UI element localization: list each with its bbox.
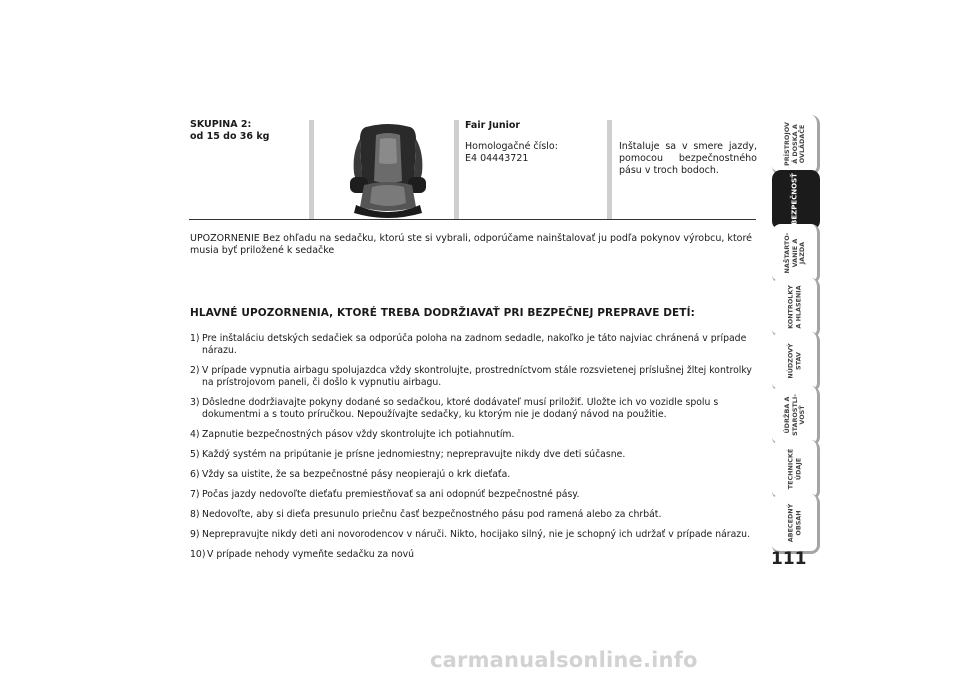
list-item bbox=[190, 397, 758, 421]
warning-note: UPOZORNENIE Bez ohľadu na sedačku, ktorú ste si vybrali, odporúčame nainštalovať ju podľa pokynov výrobcu, ktoré musia byť priložené k sedačke bbox=[190, 233, 753, 256]
item-text: V prípade nehody vymeňte sedačku za novú bbox=[207, 549, 415, 560]
tab-label: NÚDZOVÝ STAV bbox=[786, 342, 802, 379]
list-item bbox=[190, 333, 758, 357]
item-number: 10) bbox=[190, 549, 206, 560]
item-text: Počas jazdy nedovoľte dieťaťu premiestňovať sa ani odopnúť bezpečnostné pásy. bbox=[202, 489, 580, 500]
group-name: SKUPINA 2: bbox=[190, 119, 252, 130]
item-text: Nedovoľte, aby si dieťa presunulo priečnu časť bezpečnostného pásu pod ramená alebo za chrbát. bbox=[202, 509, 662, 520]
approval-block bbox=[465, 141, 558, 165]
watermark: carmanualsonline.info bbox=[430, 648, 698, 672]
group-label bbox=[190, 119, 269, 143]
column-divider bbox=[309, 120, 314, 220]
item-text: Zapnutie bezpečnostných pásov vždy skontrolujte ich potiahnutím. bbox=[202, 429, 515, 440]
item-number: 6) bbox=[190, 469, 200, 480]
list-item bbox=[190, 549, 758, 561]
tab-warning-lights[interactable] bbox=[772, 278, 820, 338]
item-number: 1) bbox=[190, 333, 200, 344]
item-number: 2) bbox=[190, 365, 200, 376]
installation-note: Inštaluje sa v smere jazdy, pomocou bezpečnostného pásu v troch bodoch. bbox=[619, 141, 757, 176]
item-text: Dôsledne dodržiavajte pokyny dodané so sedačkou, ktoré dodávateľ musí priložiť. Uložte ich vo vozidle spolu s dokumentmi a s touto príručkou. Nepoužívajte sedačky, ku ktorým nie je dodaný návod na použitie. bbox=[202, 397, 719, 420]
tab-maintenance[interactable] bbox=[772, 386, 820, 446]
tab-label: PRÍSTROJOV Á DOSKA A OVLÁDAČE bbox=[782, 121, 806, 166]
tab-label: ABECEDNÝ OBSAH bbox=[786, 503, 802, 542]
tab-label: BEZPEČNOSŤ bbox=[789, 172, 798, 225]
tab-label: NAŠTARTO- VANIE A JAZDA bbox=[782, 232, 806, 273]
child-seat-image bbox=[344, 123, 432, 219]
tab-technical-data[interactable] bbox=[772, 440, 820, 500]
safety-list bbox=[190, 333, 758, 569]
item-text: Pre inštaláciu detských sedačiek sa odporúča poloha na zadnom sedadle, nakoľko je táto najviac chránená v prípade nárazu. bbox=[202, 333, 747, 356]
list-item bbox=[190, 429, 758, 441]
item-text: Neprepravujte nikdy deti ani novorodencov v náruči. Nikto, hocijako silný, nie je schopný ich udržať v prípade nárazu. bbox=[202, 529, 751, 540]
tab-instrument-panel[interactable] bbox=[772, 115, 820, 175]
list-item bbox=[190, 509, 758, 521]
approval-label: Homologačné číslo: bbox=[465, 141, 558, 152]
item-number: 4) bbox=[190, 429, 200, 440]
column-divider bbox=[454, 120, 459, 220]
item-number: 7) bbox=[190, 489, 200, 500]
tab-starting-driving[interactable] bbox=[772, 224, 820, 284]
list-item bbox=[190, 469, 758, 481]
item-number: 5) bbox=[190, 449, 200, 460]
tab-label: KONTROLKY A HLÁSENIA bbox=[786, 284, 802, 329]
item-number: 9) bbox=[190, 529, 200, 540]
list-item bbox=[190, 529, 758, 541]
seat-model-name: Fair Junior bbox=[465, 120, 521, 131]
item-number: 8) bbox=[190, 509, 200, 520]
column-divider bbox=[607, 120, 612, 220]
page-number: 111 bbox=[771, 549, 807, 569]
item-text: Vždy sa uistite, že sa bezpečnostné pásy neopierajú o krk dieťaťa. bbox=[202, 469, 511, 480]
item-number: 3) bbox=[190, 397, 200, 408]
group-weight: od 15 do 36 kg bbox=[190, 131, 270, 142]
list-item bbox=[190, 365, 758, 389]
item-text: Každý systém na pripútanie je prísne jednomiestny; neprepravujte nikdy dve deti súčasne. bbox=[202, 449, 626, 460]
tab-safety[interactable] bbox=[772, 170, 820, 230]
tab-label: TECHNICKÉ ÚDAJE bbox=[786, 448, 802, 489]
section-heading: HLAVNÉ UPOZORNENIA, KTORÉ TREBA DODRŽIAVAŤ PRI BEZPEČNEJ PREPRAVE DETÍ: bbox=[190, 307, 695, 319]
tab-label: ÚDRŽBA A STAROSTLI- VOSŤ bbox=[782, 393, 806, 436]
approval-number: E4 04443721 bbox=[465, 153, 529, 164]
list-item bbox=[190, 489, 758, 501]
tab-index[interactable] bbox=[772, 494, 820, 554]
list-item bbox=[190, 449, 758, 461]
tab-emergency[interactable] bbox=[772, 332, 820, 392]
table-bottom-rule bbox=[189, 219, 756, 220]
item-text: V prípade vypnutia airbagu spolujazdca vždy skontrolujte, prostredníctvom stále rozsvietenej príslušnej žltej kontrolky na prístrojovom paneli, či došlo k vypnutiu airbagu. bbox=[202, 365, 752, 388]
